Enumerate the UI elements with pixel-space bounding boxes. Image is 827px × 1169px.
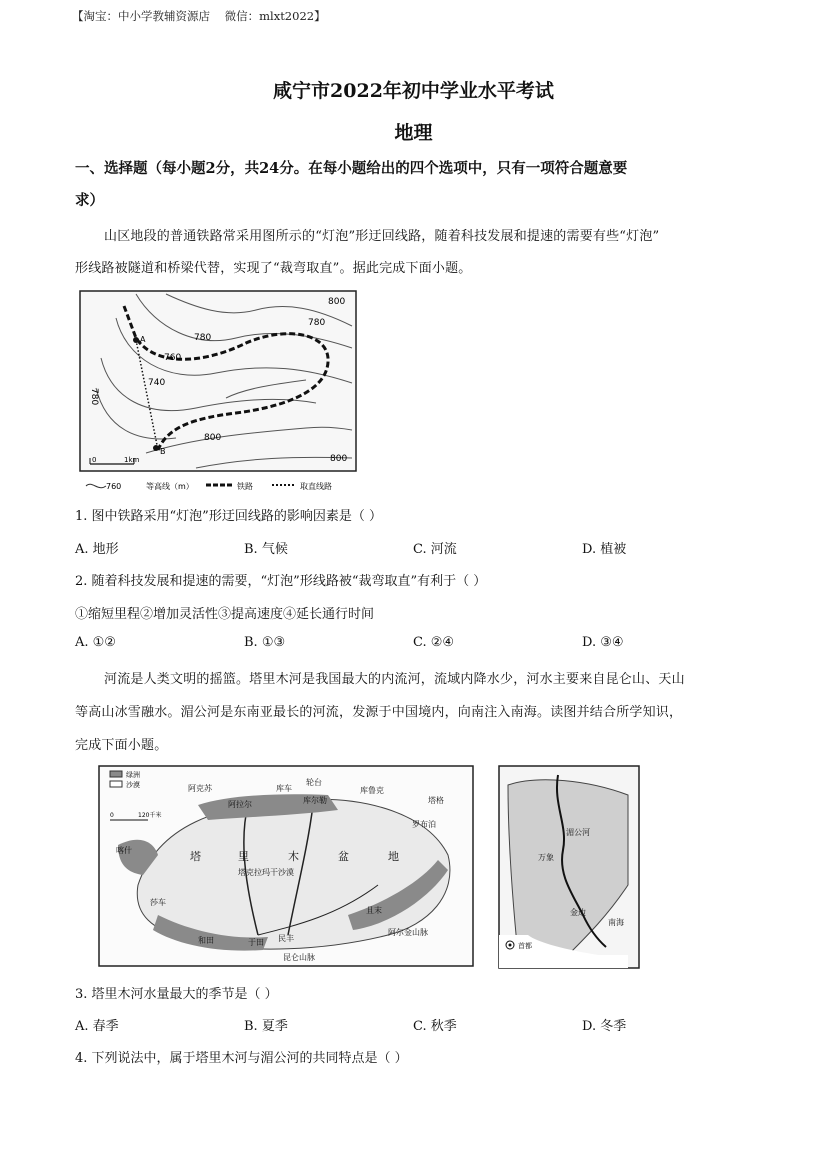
- map1-legend: [86, 481, 332, 491]
- place-label: 库尔勒: [303, 796, 327, 805]
- place-label: 盆: [338, 850, 349, 863]
- exam-subject: 地理: [394, 122, 433, 144]
- passage2-line3: 完成下面小题。: [75, 738, 168, 753]
- place-label: 湄公河: [566, 828, 590, 837]
- tarim-basin-map: [98, 765, 474, 967]
- passage2-line2: 等高山冰雪融水。湄公河是东南亚最长的河流，发源于中国境内，向南注入南海。读图并结合所学知识，: [75, 705, 683, 720]
- q3-option-b[interactable]: B. 夏季: [244, 1019, 288, 1034]
- place-label: 塔克拉玛干沙漠: [238, 868, 294, 877]
- q1-option-c[interactable]: C. 河流: [413, 542, 457, 557]
- question-3-stem: 3. 塔里木河水量最大的季节是（ ）: [75, 987, 278, 1002]
- place-label: 莎车: [150, 898, 166, 907]
- point-b: B: [160, 447, 166, 456]
- svg-text:等高线（m）: 等高线（m）: [146, 482, 194, 491]
- place-label: 里: [238, 850, 249, 863]
- passage2-line1: 河流是人类文明的摇篮。塔里木河是我国最大的内流河，流域内降水少，河水主要来自昆仑山、天山: [104, 672, 685, 687]
- contour-railway-map: [76, 288, 360, 494]
- svg-text:绿洲: 绿洲: [126, 771, 140, 779]
- question-2-choices: ①缩短里程②增加灵活性③提高速度④延长通行时间: [75, 607, 375, 622]
- q1-option-d[interactable]: D. 植被: [582, 542, 627, 557]
- place-label: 木: [288, 850, 299, 863]
- place-label: 于田: [248, 938, 264, 947]
- place-label: 喀什: [116, 846, 132, 855]
- passage1-line1: 山区地段的普通铁路常采用图所示的“灯泡”形迂回线路，随着科技发展和提速的需要有些“灯泡”: [104, 229, 660, 244]
- contour-label: 760: [164, 353, 182, 363]
- contour-label: 780: [89, 388, 99, 406]
- place-label: 昆仑山脉: [283, 953, 315, 962]
- place-label: 阿克苏: [188, 784, 212, 793]
- place-label: 和田: [198, 936, 214, 945]
- contour-label: 780: [308, 318, 326, 328]
- svg-text:0: 0: [92, 456, 97, 464]
- place-label: 轮台: [306, 778, 322, 787]
- place-label: 地: [388, 850, 399, 863]
- point-a: A: [140, 335, 146, 344]
- contour-label: 780: [194, 333, 212, 343]
- place-label: 万象: [538, 853, 554, 862]
- svg-text:760: 760: [106, 482, 122, 491]
- exam-title: 咸宁市2022年初中学业水平考试: [273, 80, 554, 102]
- contour-label: 740: [148, 378, 166, 388]
- place-label: 阿尔金山脉: [388, 928, 428, 937]
- q2-option-a[interactable]: A. ①②: [75, 635, 116, 650]
- q3-option-d[interactable]: D. 冬季: [582, 1019, 627, 1034]
- svg-text:1km: 1km: [124, 456, 140, 464]
- place-label: 罗布泊: [412, 820, 436, 829]
- svg-text:铁路: 铁路: [237, 482, 253, 491]
- place-label: 阿拉尔: [228, 800, 252, 809]
- place-label: 且末: [366, 906, 382, 915]
- svg-text:0: 0: [110, 812, 114, 819]
- place-label: 塔格: [428, 796, 444, 805]
- contour-label: 800: [330, 454, 348, 464]
- section-heading-line2: 求）: [75, 192, 104, 209]
- q3-option-a[interactable]: A. 春季: [75, 1019, 119, 1034]
- section-heading-line1: 一、选择题（每小题2分，共24分。在每小题给出的四个选项中，只有一项符合题意要: [75, 160, 628, 177]
- svg-text:120千米: 120千米: [138, 812, 162, 819]
- q2-option-d[interactable]: D. ③④: [582, 635, 624, 650]
- q1-option-b[interactable]: B. 气候: [244, 542, 288, 557]
- svg-text:沙漠: 沙漠: [126, 781, 140, 789]
- place-label: 库鲁克: [360, 786, 384, 795]
- contour-label: 800: [204, 433, 222, 443]
- q3-option-c[interactable]: C. 秋季: [413, 1019, 457, 1034]
- svg-text:取直线路: 取直线路: [300, 482, 332, 491]
- place-label: 南海: [608, 918, 624, 927]
- place-label: 金边: [570, 908, 586, 917]
- mekong-map: [498, 765, 640, 969]
- question-2-stem: 2. 随着科技发展和提速的需要，“灯泡”形线路被“裁弯取直”有利于（ ）: [75, 574, 487, 589]
- q2-option-b[interactable]: B. ①③: [244, 635, 286, 650]
- q1-option-a[interactable]: A. 地形: [75, 542, 119, 557]
- place-label: 民丰: [278, 934, 294, 943]
- place-label: 库车: [276, 784, 292, 793]
- place-label: 塔: [190, 850, 201, 863]
- contour-label: 800: [328, 297, 346, 307]
- svg-text:首都: 首都: [518, 942, 532, 950]
- question-4-stem: 4. 下列说法中，属于塔里木河与湄公河的共同特点是（ ）: [75, 1051, 408, 1066]
- question-1-stem: 1. 图中铁路采用“灯泡”形迂回线路的影响因素是（ ）: [75, 509, 382, 524]
- page-header: 【淘宝：中小学教辅资源店 微信：mlxt2022】: [72, 9, 326, 23]
- passage1-line2: 形线路被隧道和桥梁代替，实现了“裁弯取直”。据此完成下面小题。: [75, 261, 472, 276]
- q2-option-c[interactable]: C. ②④: [413, 635, 455, 650]
